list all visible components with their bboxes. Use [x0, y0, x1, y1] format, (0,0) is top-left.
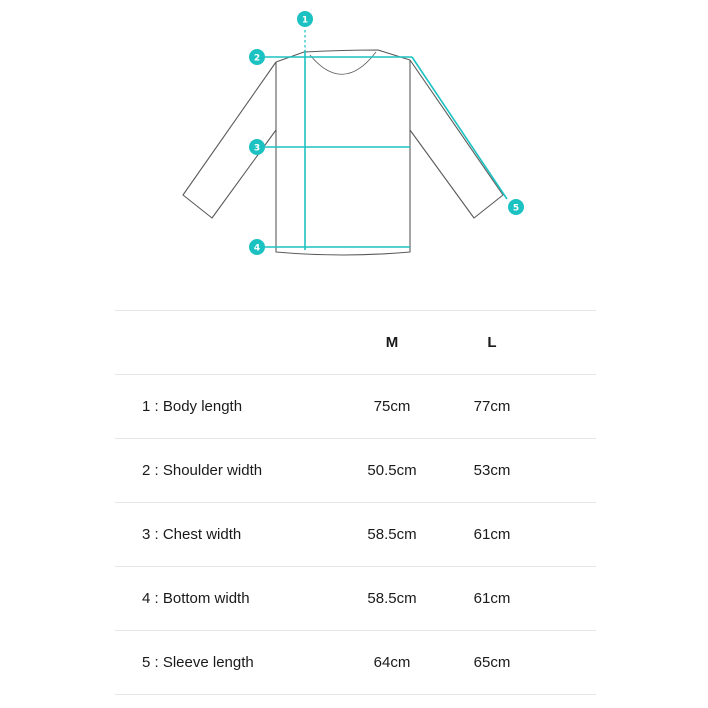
marker-2 — [249, 49, 265, 65]
svg-text:4: 4 — [253, 243, 261, 254]
row-value-m: 64cm — [373, 654, 411, 671]
row-value-m: 75cm — [373, 398, 411, 415]
svg-text:3: 3 — [253, 143, 261, 154]
svg-text:5: 5 — [512, 203, 520, 214]
table-row — [115, 503, 596, 567]
row-label: 1 : Body length — [142, 398, 243, 415]
measurement-lines — [265, 30, 507, 250]
row-value-l: 77cm — [473, 398, 511, 415]
table-row — [115, 631, 596, 695]
row-value-l: 61cm — [473, 526, 511, 543]
marker-1 — [297, 11, 313, 27]
marker-3 — [249, 139, 265, 155]
size-table — [115, 310, 596, 695]
svg-text:2: 2 — [253, 53, 261, 64]
header-size-l: L — [487, 334, 497, 351]
shirt-outline — [183, 50, 503, 255]
row-label: 2 : Shoulder width — [142, 462, 263, 479]
table-row — [115, 439, 596, 503]
row-label: 3 : Chest width — [142, 526, 242, 543]
header-size-m: M — [385, 334, 399, 351]
row-label: 5 : Sleeve length — [142, 654, 254, 671]
marker-4 — [249, 239, 265, 255]
table-row — [115, 375, 596, 439]
row-value-l: 61cm — [473, 590, 511, 607]
row-value-m: 58.5cm — [367, 590, 417, 607]
garment-diagram — [0, 0, 708, 290]
row-value-m: 50.5cm — [367, 462, 417, 479]
row-value-l: 53cm — [473, 462, 511, 479]
header-label — [115, 311, 342, 375]
row-label: 4 : Bottom width — [142, 590, 250, 607]
row-value-l: 65cm — [473, 654, 511, 671]
row-value-m: 58.5cm — [367, 526, 417, 543]
marker-5 — [508, 199, 524, 215]
svg-text:1: 1 — [301, 15, 309, 26]
table-header-row — [115, 311, 596, 375]
table-row — [115, 567, 596, 631]
